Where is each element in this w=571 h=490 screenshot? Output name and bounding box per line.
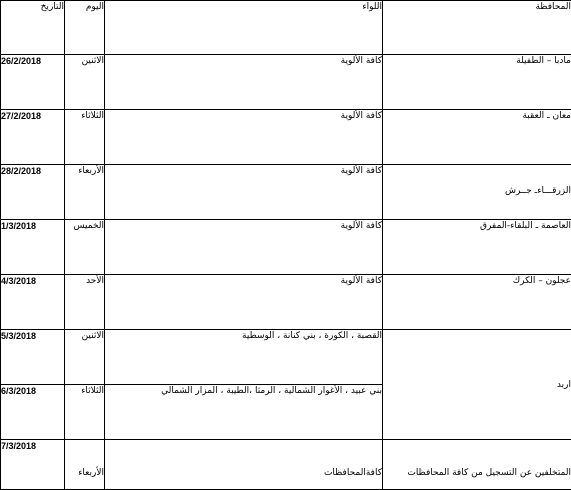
governorate-cell: معان ـ العقبة: [383, 110, 571, 165]
area-cell: كافة الألوية: [105, 55, 383, 110]
table-row: [1, 165, 571, 220]
day-cell: الأحد: [65, 275, 105, 330]
table-row: [1, 55, 571, 110]
date-cell: 5/3/2018: [1, 330, 65, 385]
table-row: [1, 275, 571, 330]
area-cell: كافةالمحافظات: [105, 440, 383, 490]
governorate-cell: مادبا – الطفيلة: [383, 55, 571, 110]
date-cell: 7/3/2018: [1, 440, 65, 490]
governorate-cell: المتخلفين عن التسجيل من كافة المحافظات: [383, 440, 571, 490]
date-cell: 26/2/2018: [1, 55, 65, 110]
date-cell: 27/2/2018: [1, 110, 65, 165]
date-cell: 1/3/2018: [1, 220, 65, 275]
area-cell: كافة الألوية: [105, 165, 383, 220]
area-cell: القصبة ، الكورة ، بني كنانة ، الوسطية: [105, 330, 383, 385]
table-header-row: [1, 1, 571, 55]
date-cell: 6/3/2018: [1, 385, 65, 440]
governorate-cell: الزرقـــاءـ جــرش: [383, 165, 571, 220]
header-governorate: المحافظة: [383, 1, 571, 55]
table-row: [1, 440, 571, 490]
header-area: اللواء: [105, 1, 383, 55]
area-cell: كافة الألوية: [105, 220, 383, 275]
governorate-cell: عجلون – الكرك: [383, 275, 571, 330]
day-cell: الأربعاء: [65, 165, 105, 220]
table-row: [1, 110, 571, 165]
area-cell: كافة الألوية: [105, 110, 383, 165]
table-row: [1, 330, 571, 385]
day-cell: الاثنين: [65, 330, 105, 385]
governorate-cell: العاصمة ـ البلقاء-المفرق: [383, 220, 571, 275]
header-date: التاريخ: [1, 1, 65, 55]
day-cell: الثلاثاء: [65, 110, 105, 165]
date-cell: 28/2/2018: [1, 165, 65, 220]
day-cell: الخميس: [65, 220, 105, 275]
area-cell: كافة الألوية: [105, 275, 383, 330]
area-cell: بني عبيد ، الأغوار الشمالية ، الرمثا ،الطيبة ، المزار الشمالي: [105, 385, 383, 440]
table-row: [1, 220, 571, 275]
day-cell: الاثنين: [65, 55, 105, 110]
governorate-cell: اربد: [383, 330, 571, 440]
day-cell: الثلاثاء: [65, 385, 105, 440]
header-day: اليوم: [65, 1, 105, 55]
date-cell: 4/3/2018: [1, 275, 65, 330]
day-cell: الأربعاء: [65, 440, 105, 490]
